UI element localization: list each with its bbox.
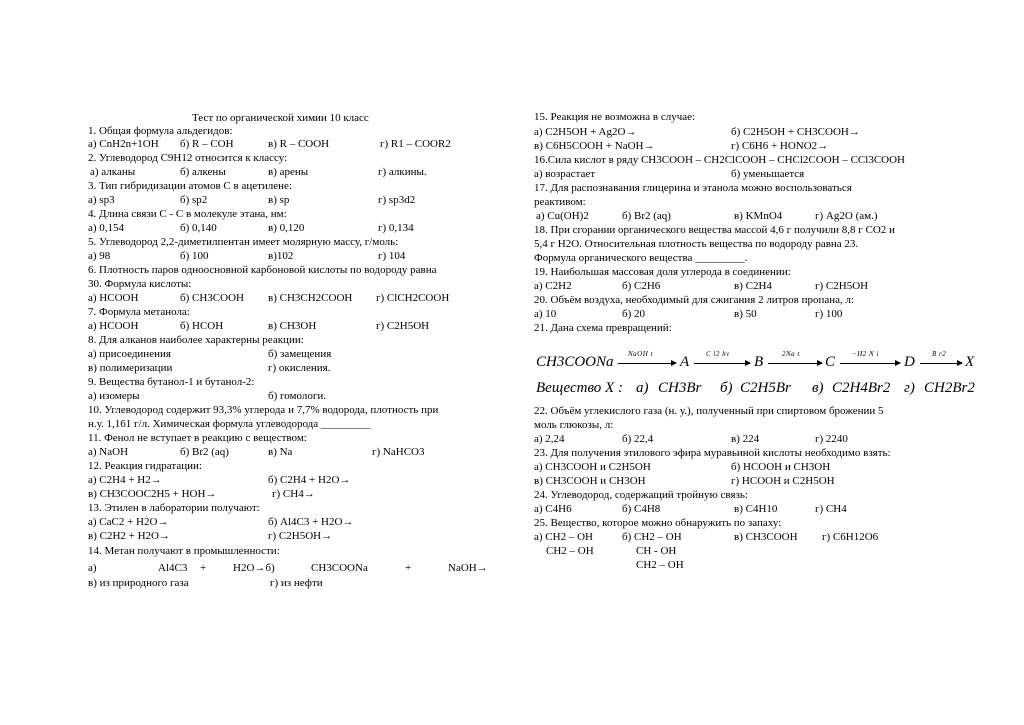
q19-option-c: в) C2H4 xyxy=(734,280,772,292)
q1-option-c: в) R – COOH xyxy=(268,138,330,150)
q23-option-c: в) CH3COOH и CH3OH xyxy=(534,475,646,487)
question-17-line2: реактивом: xyxy=(534,196,586,208)
q7-option-a: а) HCOOH xyxy=(88,320,139,332)
q17-option-a: а) Cu(OH)2 xyxy=(536,210,589,222)
q20-option-a: а) 10 xyxy=(534,308,557,320)
scheme-arrow2-label: C l2 hv xyxy=(706,350,730,358)
q24-option-d: г) CH4 xyxy=(815,503,847,515)
q14-label-a: а) xyxy=(88,562,97,574)
question-24: 24. Углеводород, содержащий тройную связь: xyxy=(534,489,748,501)
question-23: 23. Для получения этилового эфира муравьиной кислоты необходимо взять: xyxy=(534,447,891,459)
q13-option-c: в) C2H2 + H2O→ xyxy=(88,530,170,542)
answer-d-label: г) xyxy=(904,380,915,396)
scheme-B: B xyxy=(754,354,764,370)
test-title: Тест по органической химии 10 класс xyxy=(192,112,369,124)
q5-option-a: а) 98 xyxy=(88,250,111,262)
scheme-arrow-3 xyxy=(768,363,822,364)
q2-option-c: в) арены xyxy=(268,166,309,178)
q5-option-c: в)102 xyxy=(268,250,294,262)
q16-option-b: б) уменьшается xyxy=(731,168,805,180)
scheme-start: CH3COONa xyxy=(536,354,614,370)
question-18-line1: 18. При сгорании органического вещества массой 4,6 г получили 8,8 г CO2 и xyxy=(534,224,895,236)
question-5: 5. Углеводород 2,2-диметилпентан имеет молярную массу, г/моль: xyxy=(88,236,399,248)
question-15: 15. Реакция не возможна в случае: xyxy=(534,111,696,123)
q17-option-c: в) KMnO4 xyxy=(734,210,783,222)
q7-option-d: г) C2H5OH xyxy=(376,320,430,332)
q20-option-b: б) 20 xyxy=(622,308,646,320)
q14-option-c: в) из природного газа xyxy=(88,577,189,589)
question-13: 13. Этилен в лаборатории получают: xyxy=(88,502,260,514)
q22-option-c: в) 224 xyxy=(731,433,760,445)
q13-option-b: б) Al4C3 + H2O→ xyxy=(268,516,354,528)
scheme-D: D xyxy=(904,354,915,370)
q3-option-a: а) sp3 xyxy=(88,194,115,206)
question-21: 21. Дана схема превращений: xyxy=(534,322,672,334)
q15-option-a: а) C2H5OH + Ag2O→ xyxy=(534,126,637,138)
q14-plus-1: + xyxy=(200,562,207,574)
question-18-line2: 5,4 г H2O. Относительная плотность вещества по водороду равна 23. xyxy=(534,238,859,250)
q4-option-b: б) 0,140 xyxy=(180,222,217,234)
q6-option-b: б) CH3COOH xyxy=(180,292,244,304)
q11-option-b: б) Br2 (aq) xyxy=(180,446,229,458)
question-4: 4. Длина связи С - С в молекуле этана, нм: xyxy=(88,208,287,220)
question-6-line1: 6. Плотность паров одноосновной карбоновой кислоты по водороду равна xyxy=(88,264,437,276)
q4-option-c: в) 0,120 xyxy=(268,222,305,234)
answer-label: Вещество X : xyxy=(536,380,623,396)
q15-option-c: в) C6H5COOH + NaOH→ xyxy=(534,140,655,152)
q14-al4c3: Al4C3 xyxy=(158,562,188,574)
q22-option-a: а) 2,24 xyxy=(534,433,565,445)
q11-option-d: г) NaHCO3 xyxy=(372,446,425,458)
q6-option-d: г) ClCH2COOH xyxy=(376,292,450,304)
q14-plus-2: + xyxy=(405,562,412,574)
q13-option-a: а) CaC2 + H2O→ xyxy=(88,516,169,528)
q15-option-b: б) C2H5OH + CH3COOH→ xyxy=(731,126,860,138)
q25-option-d: г) C6H12O6 xyxy=(822,531,879,543)
q4-option-a: а) 0,154 xyxy=(88,222,125,234)
question-3: 3. Тип гибридизации атомов С в ацетилене: xyxy=(88,180,292,192)
question-10-line2: н.у. 1,161 г/л. Химическая формула углеводорода _________ xyxy=(88,418,371,430)
scheme-X: X xyxy=(965,354,975,370)
q11-option-c: в) Na xyxy=(268,446,293,458)
q25-option-b-line1: б) CH2 – OH xyxy=(622,531,682,543)
q14-ch3coona: CH3COONa xyxy=(311,562,368,574)
answer-c-label: в) xyxy=(812,380,824,396)
question-10-line1: 10. Углеводород содержит 93,3% углерода и 7,7% водорода, плотность при xyxy=(88,404,439,416)
q25-option-b-line3: CH2 – OH xyxy=(636,559,684,571)
q2-option-a: а) алканы xyxy=(90,166,136,178)
q8-option-d: г) окисления. xyxy=(268,362,331,374)
question-14: 14. Метан получают в промышленности: xyxy=(88,545,280,557)
question-25: 25. Вещество, которое можно обнаружить по запаху: xyxy=(534,517,782,529)
q14-naoh: NaOH→ xyxy=(448,562,488,574)
q20-option-c: в) 50 xyxy=(734,308,757,320)
q12-option-b: б) C2H4 + H2O→ xyxy=(268,474,351,486)
q24-option-b: б) C4H8 xyxy=(622,503,661,515)
question-11: 11. Фенол не вступает в реакцию с веществом: xyxy=(88,432,307,444)
q22-option-d: г) 2240 xyxy=(815,433,848,445)
q12-option-c: в) CH3COOC2H5 + HOH→ xyxy=(88,488,217,500)
q19-option-d: г) C2H5OH xyxy=(815,280,869,292)
q3-option-c: в) sp xyxy=(268,194,290,206)
q20-option-d: г) 100 xyxy=(815,308,843,320)
question-22-line2: моль глюкозы, л: xyxy=(534,419,614,431)
scheme-arrow-5 xyxy=(920,363,962,364)
q24-option-c: в) C4H10 xyxy=(734,503,778,515)
scheme-arrow-2 xyxy=(694,363,750,364)
scheme-arrow5-label: B r2 xyxy=(932,350,947,358)
q7-option-b: б) HCOH xyxy=(180,320,224,332)
q6-option-a: а) HCOOH xyxy=(88,292,139,304)
q8-option-c: в) полимеризации xyxy=(88,362,173,374)
scheme-arrow-4 xyxy=(840,363,900,364)
q22-option-b: б) 22,4 xyxy=(622,433,654,445)
q15-option-d: г) C6H6 + HONO2→ xyxy=(731,140,829,152)
q1-option-b: б) R – COH xyxy=(180,138,234,150)
scheme-C: C xyxy=(825,354,836,370)
q14-h2o-b: H2O→б) xyxy=(233,562,275,574)
q25-option-c: в) CH3COOH xyxy=(734,531,798,543)
q19-option-b: б) C2H6 xyxy=(622,280,661,292)
q3-option-b: б) sp2 xyxy=(180,194,208,206)
question-12: 12. Реакция гидратации: xyxy=(88,460,202,472)
answer-d-formula: CH2Br2 xyxy=(924,380,975,396)
q17-option-d: г) Ag2O (ам.) xyxy=(815,210,878,222)
question-1: 1. Общая формула альдегидов: xyxy=(88,125,233,137)
q3-option-d: г) sp3d2 xyxy=(378,194,416,206)
scheme-arrow-1 xyxy=(618,363,676,364)
q2-option-d: г) алкины. xyxy=(378,166,427,178)
q9-option-b: б) гомологи. xyxy=(268,390,326,402)
q23-option-d: г) HCOOH и C2H5OH xyxy=(731,475,835,487)
answer-a-label: а) xyxy=(636,380,649,396)
question-16: 16.Сила кислот в ряду CH3COOH – CH2ClCOOH – CHCl2COOH – CCl3COOH xyxy=(534,154,905,166)
question-18-line3: Формула органического вещества _________. xyxy=(534,252,748,264)
q11-option-a: а) NaOH xyxy=(88,446,129,458)
q9-option-a: а) изомеры xyxy=(88,390,140,402)
q12-option-d: г) CH4→ xyxy=(272,488,315,500)
q19-option-a: а) C2H2 xyxy=(534,280,572,292)
question-17-line1: 17. Для распознавания глицерина и этанола можно воспользоваться xyxy=(534,182,852,194)
q23-option-a: а) CH3COOH и C2H5OH xyxy=(534,461,651,473)
q24-option-a: а) C4H6 xyxy=(534,503,572,515)
q1-option-a: а) CnH2n+1OH xyxy=(88,138,159,150)
question-7: 7. Формула метанола: xyxy=(88,306,190,318)
q6-option-c: в) CH3CH2COOH xyxy=(268,292,353,304)
q2-option-b: б) алкены xyxy=(180,166,226,178)
q7-option-c: в) CH3OH xyxy=(268,320,317,332)
q17-option-b: б) Br2 (aq) xyxy=(622,210,671,222)
scheme-arrow4-label: −H2 N i xyxy=(852,350,879,358)
question-6-line2: 30. Формула кислоты: xyxy=(88,278,192,290)
q5-option-b: б) 100 xyxy=(180,250,209,262)
q12-option-a: а) C2H4 + H2→ xyxy=(88,474,162,486)
question-9: 9. Вещества бутанол-1 и бутанол-2: xyxy=(88,376,255,388)
question-20: 20. Объём воздуха, необходимый для сжигания 2 литров пропана, л: xyxy=(534,294,855,306)
q13-option-d: г) C2H5OH→ xyxy=(268,530,333,542)
answer-a-formula: CH3Br xyxy=(658,380,702,396)
q1-option-d: г) R1 – COOR2 xyxy=(380,138,451,150)
question-2: 2. Углеводород C9H12 относится к классу: xyxy=(88,152,288,164)
answer-b-label: б) xyxy=(720,380,733,396)
scheme-arrow1-label: NaOH t xyxy=(628,350,653,358)
q4-option-d: г) 0,134 xyxy=(378,222,414,234)
q25-option-a-line2: CH2 – OH xyxy=(546,545,594,557)
q25-option-a-line1: а) CH2 – OH xyxy=(534,531,593,543)
q8-option-a: а) присоединения xyxy=(88,348,171,360)
question-19: 19. Наибольшая массовая доля углерода в соединении: xyxy=(534,266,791,278)
answer-b-formula: C2H5Br xyxy=(740,380,791,396)
q25-option-b-line2: CH - OH xyxy=(636,545,677,557)
q16-option-a: а) возрастает xyxy=(534,168,596,180)
scheme-arrow3-label: 2Na t xyxy=(782,350,800,358)
scheme-A: A xyxy=(680,354,690,370)
q5-option-d: г) 104 xyxy=(378,250,406,262)
question-8: 8. Для алканов наиболее характерны реакции: xyxy=(88,334,304,346)
q23-option-b: б) HCOOH и CH3OH xyxy=(731,461,831,473)
q8-option-b: б) замещения xyxy=(268,348,332,360)
q14-option-d: г) из нефти xyxy=(270,577,323,589)
question-22-line1: 22. Объём углекислого газа (н. у.), полученный при спиртовом брожении 5 xyxy=(534,405,884,417)
answer-c-formula: C2H4Br2 xyxy=(832,380,891,396)
